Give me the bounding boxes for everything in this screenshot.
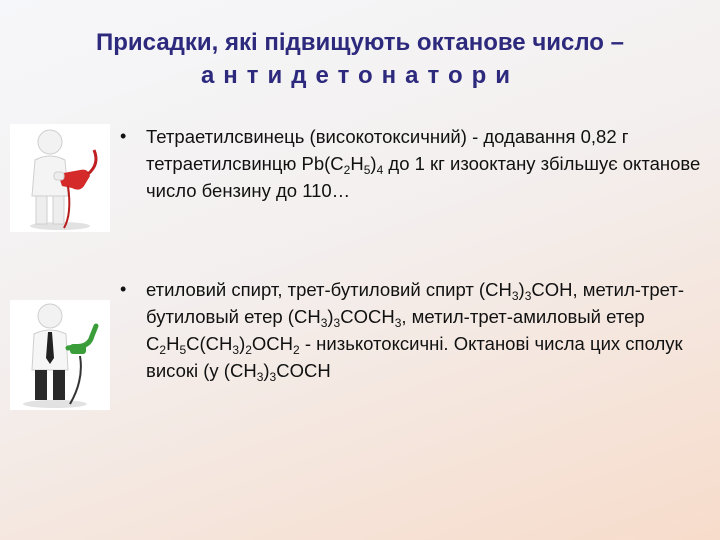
subscript: 3 [320, 316, 328, 330]
bullet-text: COCH [276, 360, 331, 381]
subscript: 5 [179, 343, 187, 357]
subscript: 3 [524, 289, 532, 303]
subscript: 3 [394, 316, 402, 330]
bullet-text: до 1 кг изооктану збільшує октанове число бензину до 110… [146, 153, 701, 201]
bullet-oxygenates [120, 276, 706, 384]
bullet-text: ) [327, 306, 334, 327]
bullet-text: C(CH [186, 333, 233, 354]
subscript: 2 [343, 163, 351, 177]
subscript: 2 [245, 343, 252, 357]
subscript: 3 [269, 370, 277, 384]
bullet-text: - низькотоксичні. Октанові числа цих сполук високі (у (CH [146, 333, 683, 381]
slide-title [0, 26, 720, 92]
title-line-1: Присадки, які підвищують октанове число – [96, 29, 624, 56]
bullet-text: H [350, 153, 364, 174]
bullet-text: , метил-трет-амиловый етер C [146, 306, 645, 354]
bullet-text: ) [370, 153, 377, 174]
subscript: 3 [256, 370, 264, 384]
title-line-2: антидетонатори [200, 62, 520, 89]
bullet-tetraethyl-lead [120, 123, 706, 204]
bullet-text: COH, метил-трет- бутиловый етер (CH [146, 279, 684, 327]
subscript: 3 [511, 289, 519, 303]
bullet-marker: • [120, 126, 127, 146]
fuel-person-icon [10, 124, 110, 232]
subscript: 2 [293, 343, 300, 357]
bullet-text: COCH [340, 306, 395, 327]
bullet-text: Тетраетилсвинець (високотоксичний) - додавання 0,82 г тетраетилсвинцю Pb(C [146, 126, 629, 174]
bullet-text: ) [239, 333, 246, 354]
bullet-marker: • [120, 279, 127, 299]
bullet-text: H [166, 333, 180, 354]
subscript: 2 [159, 343, 167, 357]
bullet-text: OCH [251, 333, 294, 354]
subscript: 5 [363, 163, 371, 177]
subscript: 3 [232, 343, 240, 357]
subscript: 3 [333, 316, 341, 330]
bullet-text: етиловий спирт, трет-бутиловий спирт (CH [146, 279, 512, 300]
bullet-text: ) [263, 360, 270, 381]
subscript: 4 [376, 163, 384, 177]
bullet-text: ) [518, 279, 525, 300]
fuel-pump-person-icon [10, 300, 110, 410]
